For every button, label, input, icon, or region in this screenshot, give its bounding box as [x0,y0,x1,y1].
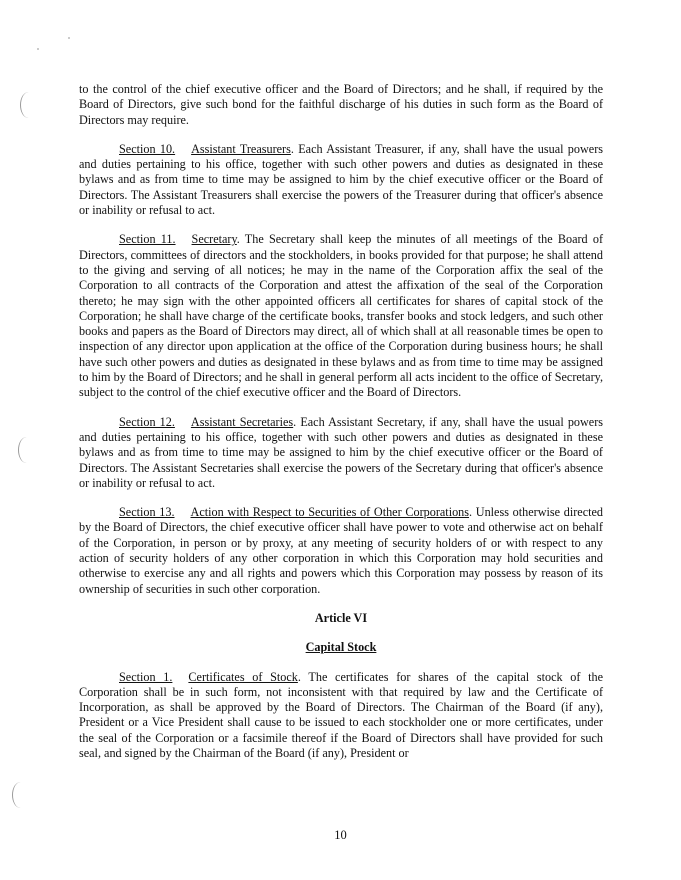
section-body: . Unless otherwise directed by the Board of Directors, the chief executive officer shall have power to vote and otherwise act on behalf of the Corporation, in person or by proxy, at any meeting of security holders of or with respect to any action of security holders of any other corporation in which this Corporation may hold securities and otherwise to exercise any and all rights and powers which this Corporation may possess by reason of its ownership of securities in such other corporation. [79,505,604,596]
binding-hole-mark [18,437,35,463]
binding-hole-mark [20,92,37,118]
scan-speck [37,48,39,50]
section-12-paragraph [79,415,603,491]
paragraph-continuation: to the control of the chief executive officer and the Board of Directors; and he shall, if required by the Board of Directors, give such bond for the faithful discharge of his duties in such form as the Board of Directors may require. [79,82,603,127]
scan-speck [68,37,70,39]
section-number: Section 1. [119,669,173,684]
section-title: Certificates of Stock [188,669,298,684]
section-body: . The certificates for shares of the capital stock of the Corporation shall be in such form, not inconsistent with that required by law and the Certificate of Incorporation, as shall be approved by the Board of Directors. The Chairman of the Board (if any), President or a Vice President shall cause to be issued to each stockholder one or more certificates, under the seal of the Corporation or a facsimile thereof if the Board of Directors shall have provided for such seal, and signed by the Chairman of the Board (if any), President or [79,669,604,760]
section-number: Section 13. [119,505,175,520]
section-number: Section 11. [119,232,176,247]
section-title: Action with Respect to Securities of Other Corporations [190,505,470,520]
section-body: . Each Assistant Secretary, if any, shall have the usual powers and duties pertaining to his office, together with such other powers and duties as designated in these bylaws and as from time to time may be assigned to him by the chief executive officer or the Board of Directors. The Assistant Secretaries shall exercise the powers of the Secretary during that officer's absence or inability or refusal to act. [79,414,604,490]
section-body: . The Secretary shall keep the minutes of all meetings of the Board of Directors, committees of directors and the stockholders, in books provided for that purpose; he shall attend to the giving and serving of all notices; he may in the name of the Corporation affix the seal of the Corporation to all contracts of the Corporation and attest the affixation of the seal of the Corporation thereto; he may sign with the other appointed officers all certificates for shares of capital stock of the Corporation; he shall have charge of the certificate books, transfer books and stock ledgers, and such other books and papers as the Board of Directors may direct, all of which shall at all reasonable times be open to inspection of any director upon application at the office of the Corporation during business hours; he shall have such other powers and duties as designated in these bylaws and as from time to time may be assigned to him by the Board of Directors; and he shall in general perform all acts incident to the office of Secretary, subject to the control of the chief executive officer and the Board of Directors. [79,232,603,400]
section-number: Section 12. [119,414,175,429]
binding-hole-mark [12,782,29,808]
section-title: Assistant Treasurers [191,141,291,156]
section-13-paragraph [79,505,603,597]
article-heading: Article VI [314,610,368,625]
document-body [79,82,603,775]
section-number: Section 10. [119,141,176,156]
section-title: Assistant Secretaries [190,414,294,429]
page-number: 10 [334,828,347,842]
section-10-paragraph [79,142,603,218]
section-11-paragraph [79,232,603,400]
article-6-section-1-paragraph [79,670,603,762]
section-body: . Each Assistant Treasurer, if any, shall have the usual powers and duties pertaining to his office, together with such other powers and duties as designated in these bylaws and as from time to time may be assigned to him by the chief executive officer or the Board of Directors. The Assistant Treasurers shall exercise the powers of the Treasurer during that officer's absence or inability or refusal to act. [79,141,603,218]
section-title: Secretary [191,232,237,247]
article-subheading: Capital Stock [305,640,377,655]
